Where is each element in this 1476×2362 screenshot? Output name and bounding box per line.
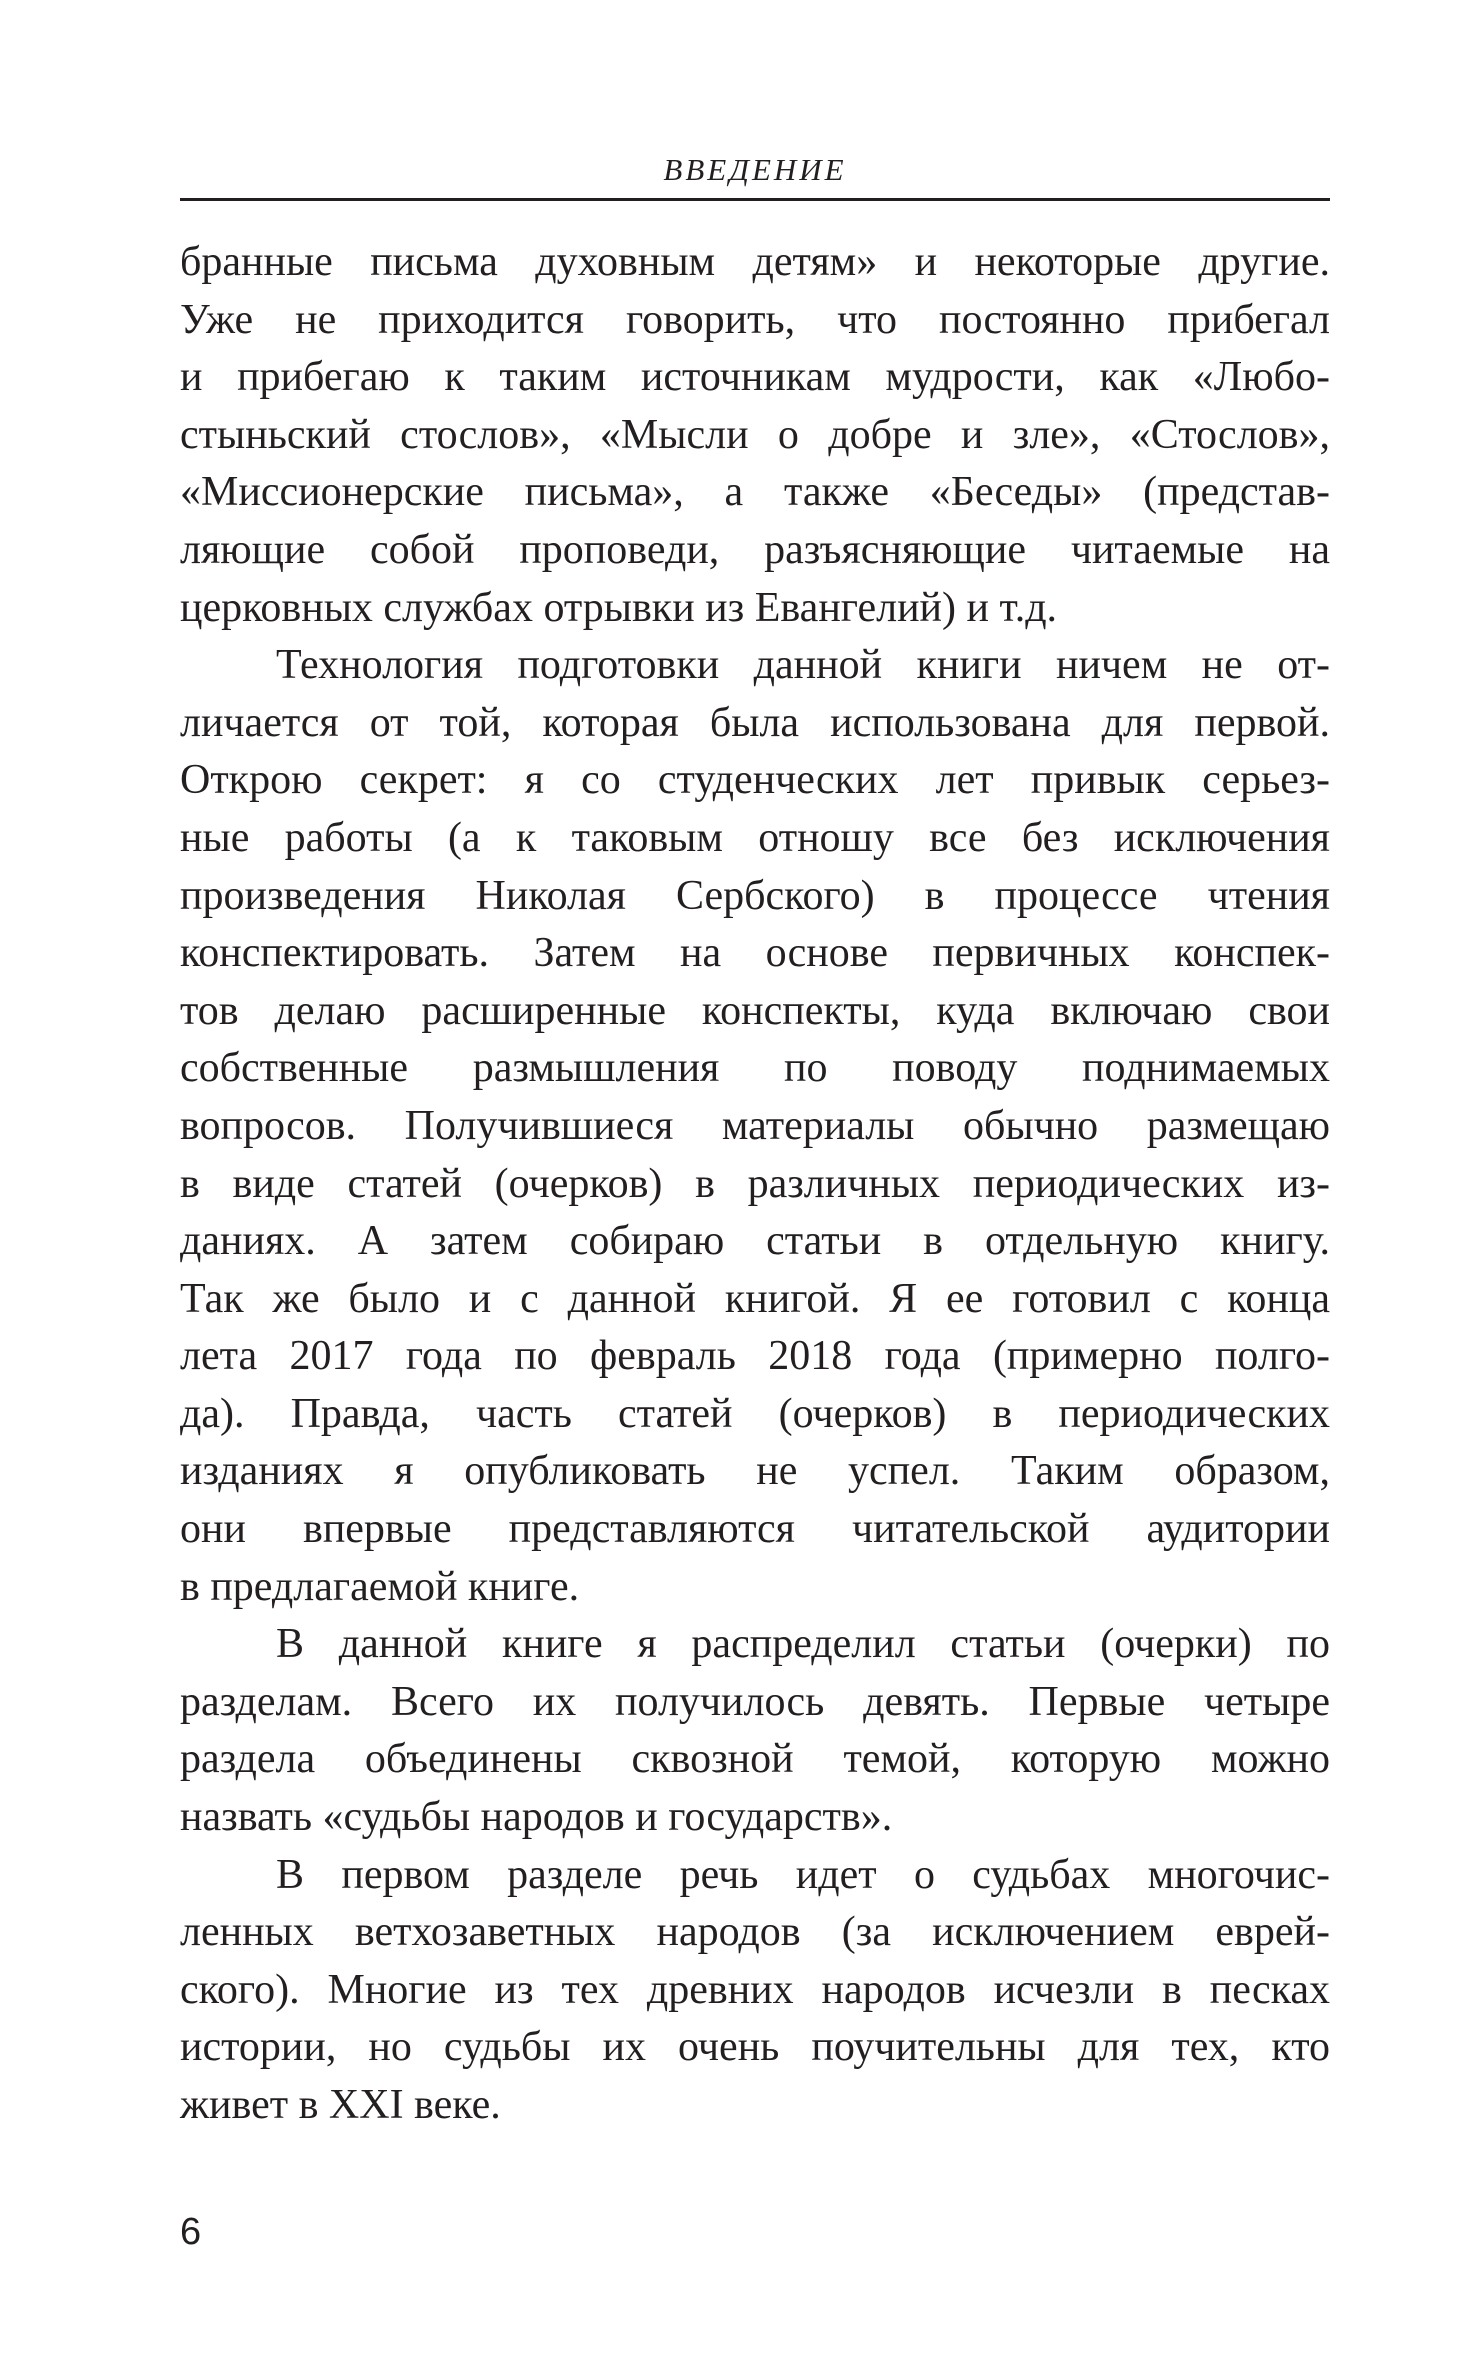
text-line: раздела объединены сквозной темой, которую можно bbox=[180, 1736, 1330, 1783]
body-text bbox=[180, 234, 1330, 2135]
text-line: произведения Николая Сербского) в процессе чтения bbox=[180, 872, 1330, 919]
text-line: да). Правда, часть статей (очерков) в периодических bbox=[180, 1390, 1330, 1437]
text-line: ные работы (а к таковым отношу все без исключения bbox=[180, 814, 1330, 861]
text-line: истории, но судьбы их очень поучительны для тех, кто bbox=[180, 2024, 1330, 2071]
text-line: живет в XXI веке. bbox=[180, 2082, 501, 2128]
text-line: назвать «судьбы народов и государств». bbox=[180, 1794, 893, 1841]
text-line: Технология подготовки данной книги ничем не от- bbox=[276, 642, 1330, 689]
text-line: конспектировать. Затем на основе первичных конспек- bbox=[180, 930, 1330, 977]
text-line: тов делаю расширенные конспекты, куда включаю свои bbox=[180, 987, 1330, 1034]
text-line: в предлагаемой книге. bbox=[180, 1563, 580, 1610]
page-number: 6 bbox=[180, 2211, 202, 2253]
text-line: разделам. Всего их получилось девять. Первые четыре bbox=[180, 1678, 1330, 1725]
text-line: даниях. А затем собираю статьи в отдельную книгу. bbox=[180, 1218, 1330, 1265]
text-line: Открою секрет: я со студенческих лет привык серьез- bbox=[180, 757, 1330, 804]
text-line: ляющие собой проповеди, разъясняющие читаемые на bbox=[180, 526, 1330, 573]
text-line: в виде статей (очерков) в различных периодических из- bbox=[180, 1160, 1330, 1207]
text-line: и прибегаю к таким источникам мудрости, как «Любо- bbox=[180, 354, 1330, 401]
text-line: ленных ветхозаветных народов (за исключением еврей- bbox=[180, 1909, 1330, 1956]
text-line: они впервые представляются читательской аудитории bbox=[180, 1506, 1330, 1553]
text-line: ского). Многие из тех древних народов исчезли в песках bbox=[180, 1966, 1330, 2013]
text-line: Уже не приходится говорить, что постоянно прибегал bbox=[180, 296, 1330, 343]
text-line: Так же было и с данной книгой. Я ее готовил с конца bbox=[180, 1275, 1330, 1322]
text-line: церковных службах отрывки из Евангелий) и т.д. bbox=[180, 584, 1058, 631]
text-line: стыньский стослов», «Мысли о добре и зле», «Стослов», bbox=[180, 411, 1330, 458]
text-line: личается от той, которая была использована для первой. bbox=[180, 699, 1330, 746]
text-line: «Миссионерские письма», а также «Беседы» (представ- bbox=[180, 469, 1330, 516]
text-line: бранные письма духовным детям» и некоторые другие. bbox=[180, 239, 1330, 285]
running-title: ВВЕДЕНИЕ bbox=[663, 152, 847, 187]
text-line: собственные размышления по поводу поднимаемых bbox=[180, 1045, 1330, 1092]
text-line: вопросов. Получившиеся материалы обычно размещаю bbox=[180, 1102, 1330, 1149]
text-line: В данной книге я распределил статьи (очерки) по bbox=[276, 1621, 1330, 1668]
text-line: лета 2017 года по февраль 2018 года (примерно полго- bbox=[180, 1333, 1330, 1380]
running-header bbox=[180, 150, 1330, 201]
text-line: изданиях я опубликовать не успел. Таким образом, bbox=[180, 1448, 1330, 1495]
text-line: В первом разделе речь идет о судьбах многочис- bbox=[276, 1851, 1330, 1898]
